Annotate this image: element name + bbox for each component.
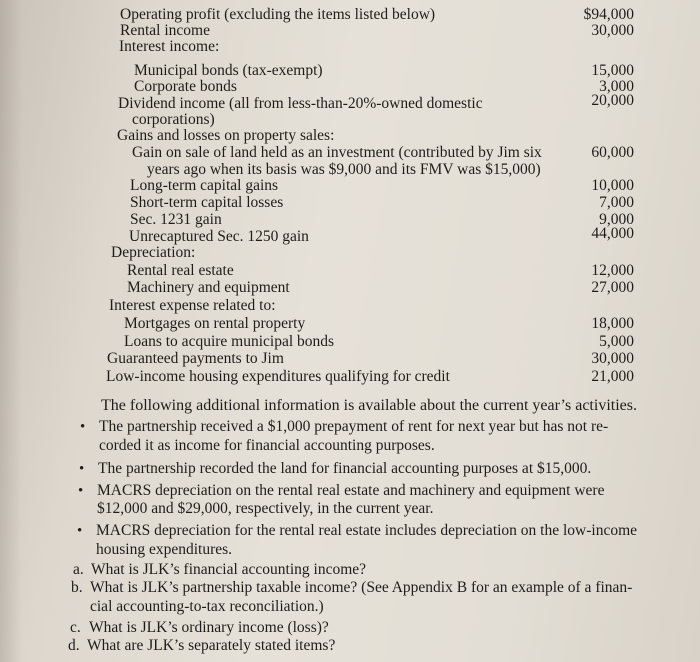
line-value: 60,000 bbox=[591, 144, 634, 161]
bullet-4-line-1: MACRS depreciation for the rental real estate includes depreciation on the low-income bbox=[96, 522, 638, 539]
line-label: Rental income bbox=[120, 22, 210, 39]
line-label: years ago when its basis was $9,000 and its FMV was $15,000) bbox=[147, 161, 541, 178]
line-label: Sec. 1231 gain bbox=[130, 211, 222, 228]
line-label: Short-term capital losses bbox=[130, 194, 284, 211]
line-value: 30,000 bbox=[591, 350, 634, 367]
line-label: Interest expense related to: bbox=[109, 297, 276, 314]
question-b-text: What is JLK’s partnership taxable income? (See Appendix B for an example of a finan- bbox=[90, 579, 633, 596]
line-label: Long-term capital gains bbox=[130, 177, 279, 194]
line-label: Dividend income (all from less-than-20%-owned domestic bbox=[118, 95, 483, 112]
line-label: Operating profit (excluding the items listed below) bbox=[120, 6, 436, 23]
line-value: 20,000 bbox=[591, 92, 634, 109]
line-value: 7,000 bbox=[599, 194, 634, 211]
bullet-3-line-2: $12,000 and $29,000, respectively, in the current year. bbox=[97, 500, 434, 517]
line-label: Gains and losses on property sales: bbox=[117, 127, 335, 144]
line-ltcg bbox=[0, 177, 700, 195]
bullet-1-line-2: corded it as income for financial accounting purposes. bbox=[99, 437, 435, 454]
line-value: 3,000 bbox=[599, 78, 634, 95]
line-label: Loans to acquire municipal bonds bbox=[124, 333, 335, 350]
line-value: 12,000 bbox=[591, 262, 634, 279]
line-label: Low-income housing expenditures qualifying for credit bbox=[106, 368, 450, 385]
line-label: Machinery and equipment bbox=[127, 279, 290, 296]
bullet-3-line-1: MACRS depreciation on the rental real estate and machinery and equipment were bbox=[97, 482, 605, 499]
question-c-text: What is JLK’s ordinary income (loss)? bbox=[89, 619, 329, 636]
line-label: Guaranteed payments to Jim bbox=[107, 350, 284, 367]
line-value: 18,000 bbox=[591, 315, 634, 332]
line-interest-income bbox=[0, 38, 700, 56]
line-stcl bbox=[0, 194, 700, 212]
line-interest-expense bbox=[0, 297, 700, 315]
question-a-letter: a. bbox=[73, 561, 84, 578]
additional-info-intro: The following additional information is available about the current year’s activities. bbox=[101, 397, 637, 414]
line-label: Mortgages on rental property bbox=[124, 315, 306, 332]
bullet-2-line-1: The partnership recorded the land for financial accounting purposes at $15,000. bbox=[98, 460, 592, 477]
line-rental-real-estate bbox=[0, 262, 700, 280]
line-gain-land bbox=[0, 144, 700, 162]
bullet-4-line-2: housing expenditures. bbox=[96, 541, 233, 558]
line-low-income-housing bbox=[0, 368, 700, 386]
line-value: 9,000 bbox=[599, 211, 634, 228]
question-d-text: What are JLK’s separately stated items? bbox=[87, 637, 336, 654]
bullet-marker: • bbox=[77, 523, 83, 539]
line-loans-municipal bbox=[0, 333, 700, 351]
question-d-letter: d. bbox=[68, 637, 80, 654]
bullet-marker: • bbox=[78, 483, 84, 499]
line-label: Rental real estate bbox=[127, 262, 234, 279]
bullet-marker: • bbox=[79, 461, 85, 477]
line-value: $94,000 bbox=[583, 6, 634, 23]
line-label: Depreciation: bbox=[111, 244, 196, 261]
line-gains-losses bbox=[0, 127, 700, 145]
question-a-text: What is JLK’s financial accounting income? bbox=[91, 561, 367, 578]
question-c-letter: c. bbox=[70, 619, 81, 636]
line-label: Interest income: bbox=[119, 38, 220, 55]
line-label: Municipal bonds (tax-exempt) bbox=[134, 62, 323, 79]
line-label: Corporate bonds bbox=[134, 78, 237, 95]
line-value: 10,000 bbox=[591, 177, 634, 194]
bullet-marker: • bbox=[80, 419, 86, 435]
line-guaranteed-payments bbox=[0, 350, 700, 368]
line-label: corporations) bbox=[132, 111, 215, 128]
line-value: 21,000 bbox=[591, 368, 634, 385]
line-label: Unrecaptured Sec. 1250 gain bbox=[129, 228, 309, 245]
question-b-letter: b. bbox=[71, 579, 83, 596]
line-mortgages bbox=[0, 315, 700, 333]
bullet-1-line-1: The partnership received a $1,000 prepayment of rent for next year but has not re- bbox=[99, 418, 609, 435]
line-value: 5,000 bbox=[599, 333, 634, 350]
question-b-text-continued: cial accounting-to-tax reconciliation.) bbox=[90, 598, 324, 615]
line-value: 30,000 bbox=[591, 22, 634, 39]
line-value: 27,000 bbox=[591, 279, 634, 296]
line-label: Gain on sale of land held as an investment (contributed by Jim six bbox=[132, 144, 542, 161]
line-depreciation bbox=[0, 244, 700, 262]
line-value: 44,000 bbox=[591, 225, 634, 242]
line-machinery bbox=[0, 279, 700, 297]
line-value: 15,000 bbox=[591, 62, 634, 79]
